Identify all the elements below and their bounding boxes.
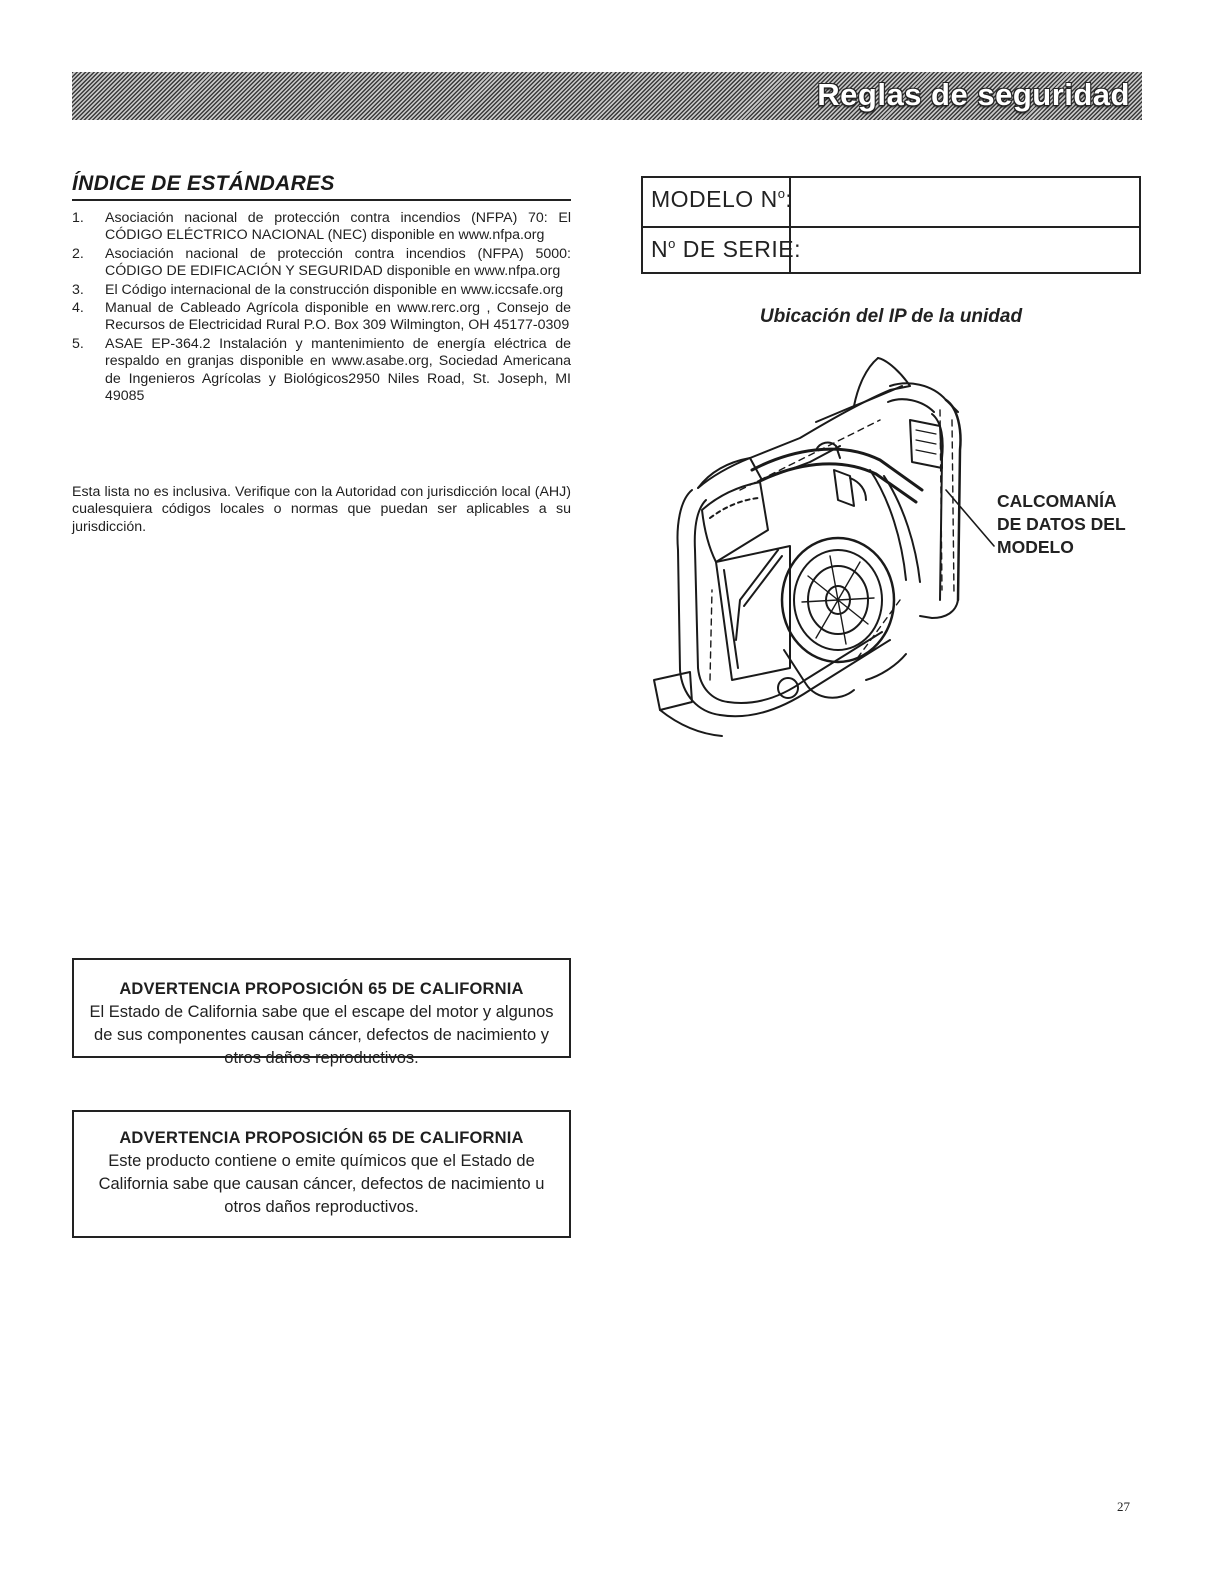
list-item-text: Asociación nacional de protección contra incendios (NFPA) 70: El CÓDIGO ELÉCTRICO NACIONAL (NEC) disponible en www.nfpa.org (105, 210, 571, 244)
warning-body: Este producto contiene o emite químicos que el Estado de California sabe que causan cáncer, defectos de nacimiento u otros daños reproductivos. (98, 1152, 545, 1216)
list-item (72, 210, 571, 245)
list-item-text: ASAE EP-364.2 Instalación y mantenimiento de energía eléctrica de respaldo en granjas disponible en www.asabe.org, Sociedad Americana de Ingenieros Agrícolas y Biológicos2950 Niles Road, St. Joseph, MI 49085 (105, 335, 571, 405)
model-serial-table (641, 176, 1141, 274)
list-item (72, 246, 571, 281)
list-item-text: Asociación nacional de protección contra incendios (NFPA) 5000: CÓDIGO DE EDIFICACIÓN Y SEGURIDAD disponible en www.nfpa.org (105, 245, 571, 280)
model-number-label: MODELO $N^o$: (651, 186, 793, 212)
list-item-number: 5. (72, 335, 84, 352)
serial-number-label: $N^o$ DE SERIE: (651, 236, 802, 262)
list-item-number: 4. (72, 300, 84, 317)
header-banner (72, 72, 1142, 120)
list-item-text: El Código internacional de la construcción disponible en www.iccsafe.org (105, 281, 564, 298)
model-decal-callout: CALCOMANÍA DE DATOS DEL MODELO (997, 491, 1126, 557)
serial-number-field[interactable] (799, 236, 1131, 266)
figure-caption: Ubicación del IP de la unidad (759, 306, 1023, 327)
table-divider (789, 178, 791, 226)
prop65-warning-box (72, 1110, 571, 1238)
standards-list (72, 210, 571, 406)
list-item-number: 3. (72, 281, 84, 298)
list-item-number: 2. (72, 245, 84, 262)
warning-title: ADVERTENCIA PROPOSICIÓN 65 DE CALIFORNIA (119, 980, 524, 998)
list-item (72, 282, 571, 299)
page-number: 27 (1117, 1499, 1130, 1514)
standards-note: Esta lista no es inclusiva. Verifique con la Autoridad con jurisdicción local (AHJ) cualesquiera códigos locales o normas que puedan ser aplicables a su jurisdicción. (72, 484, 571, 535)
serial-number-row (643, 228, 1139, 274)
standards-heading: ÍNDICE DE ESTÁNDARES (72, 172, 571, 201)
page-title: Reglas de seguridad (817, 77, 1130, 112)
model-number-field[interactable] (799, 186, 1131, 216)
list-item-text: Manual de Cableado Agrícola disponible en www.rerc.org , Consejo de Recursos de Electricidad Rural P.O. Box 309 Wilmington, OH 45177-0309 (105, 300, 571, 334)
prop65-warning-box (72, 958, 571, 1067)
list-item-number: 1. (72, 210, 84, 226)
warning-body: El Estado de California sabe que el escape del motor y algunos de sus componentes causan cáncer, defectos de nacimiento y otros daños reproductivos. (89, 1003, 554, 1067)
list-item (72, 300, 571, 335)
warning-title: ADVERTENCIA PROPOSICIÓN 65 DE CALIFORNIA (119, 1129, 524, 1147)
list-item (72, 336, 571, 406)
model-number-row (643, 178, 1139, 228)
table-divider (789, 228, 791, 274)
